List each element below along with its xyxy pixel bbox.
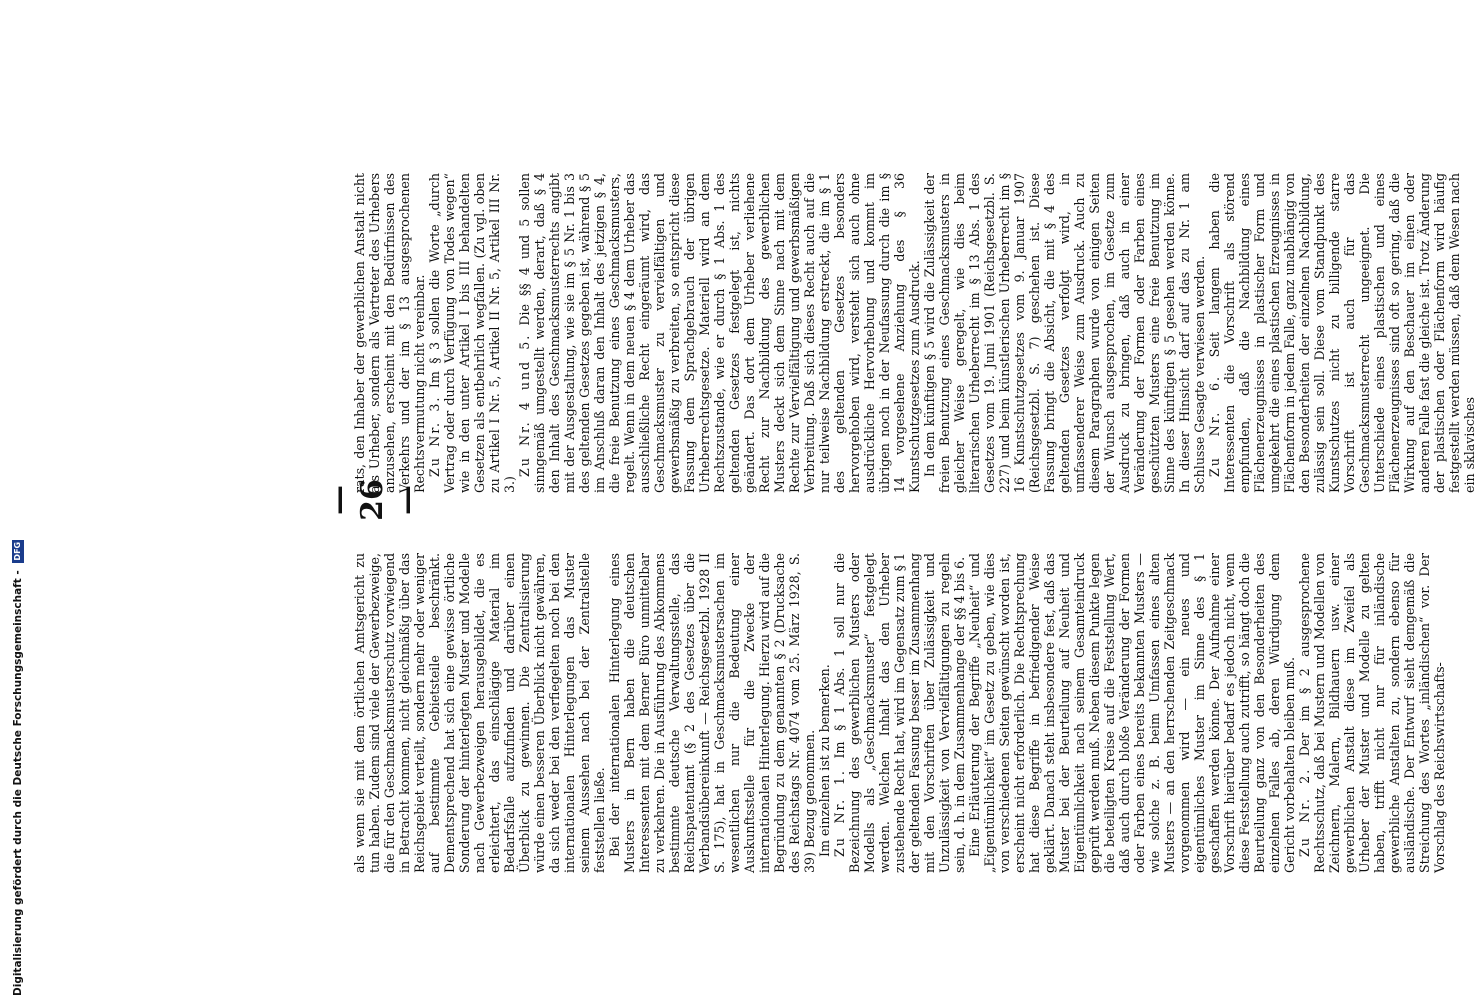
digitization-footer [10,8,26,996]
paragraph [427,173,517,493]
text-column-right [352,173,1477,493]
text-column-left [352,553,1447,873]
section-heading: Zu Nr. 4 und 5. [517,333,532,477]
section-heading: Zu Nr. 2. [1297,767,1312,857]
section-heading: Zu Nr. 6. [1207,375,1222,477]
page-number: — 26 — [321,479,424,521]
paragraph: Im einzelnen ist zu bemerken. [817,664,832,857]
paragraph: Bei der internationalen Hinterlegung eines Musters in Bern haben die deutschen Interessenten mit dem Berner Büro unmittelbar zu verkehren. Die in Ausführung des Abkommens bestimmte deutsche Verwaltungsstelle, das Reichspatentamt (§ 2 des Gesetzes über die Verbandsübereinkunft — Reichsgesetzbl. 1928 II S. 175), hat in Geschmacksmustersachen im wesentlichen nur die Bedeutung einer Auskunftsstelle für die Zwecke der internationalen Hinterlegung. Hierzu wird auf die Begründung zu dem genannten § 2 (Drucksache des Reichstags Nr. 4074 vom 25. März 1928, S. 39) Bezug genommen. [607,553,817,873]
paragraph [832,553,967,873]
paragraph: Eine Erläuterung der Begriffe „Neuheit“ und „Eigentümlichkeit“ im Gesetz zu geben, wie dies von verschiedenen Seiten gewünscht worden ist, erscheint nicht erforderlich. Die Rechtsprechung hat diese Begriffe in befriedigender Weise geklärt. Danach steht insbesondere fest, daß das Muster bei der Beurteilung auf Neuheit und Eigentümlichkeit nach seinem Gesamteindruck geprüft werden muß. Neben diesem Punkte legen die beteiligten Kreise auf die Feststellung Wert, daß auch durch bloße Veränderung der Formen oder Farben eines bereits bekannten Musters — wie solche z. B. beim Umfassen eines alten Musters — an den herrschenden Zeitgeschmack vorgenommen wird — ein neues und eigentümliches Muster im Sinne des § 1 geschaffen werden könne. Der Aufnahme einer Vorschrift hierüber bedarf es jedoch nicht, wenn diese Feststellung auch zutrifft, so hängt doch die Beurteilung ganz von den Besonderheiten des einzelnen Falles ab, deren Würdigung dem Gericht vorbehalten bleiben muß. [967,553,1297,873]
section-heading: Zu Nr. 1. [832,769,847,857]
paragraph-text: Die §§ 4 und 5 sollen sinngemäß umgestellt werden, derart, daß § 4 den Inhalt des Geschmacksmusterrechts angibt mit der Ausgestaltung, wie sie im § 5 Nr. 1 bis 3 des geltenden Gesetzes gegeben ist, während § 5 im Anschluß daran den Inhalt des jetzigen § 4, die freie Benutzung eines Geschmacksmusters, regelt. Wenn in dem neuen § 4 dem Urheber das ausschließliche Recht eingeräumt wird, das Geschmacksmuster zu vervielfältigen und gewerbsmäßig zu verbreiten, so entspricht diese Fassung dem Sprachgebrauch der übrigen Urheberrechtsgesetze. Materiell wird an dem Rechtszustande, wie er durch § 1 Abs. 1 des geltenden Gesetzes festgelegt ist, nichts geändert. Das dort dem Urheber verliehene Recht zur Nachbildung des gewerblichen Musters deckt sich dem Sinne nach mit dem Rechte zur Vervielfältigung und gewerbsmäßigen Verbreitung. Daß sich dieses Recht auch auf die nur teilweise Nachbildung erstreckt, die im § 1 des geltenden Gesetzes besonders hervorgehoben wird, versteht sich auch ohne ausdrückliche Hervorhebung und kommt im übrigen noch in der Neufassung durch die im § 14 vorgesehene Anziehung des § 36 Kunstschutzgesetzes zum Ausdruck. [517,173,922,493]
section-heading: Zu Nr. 3. [427,395,442,477]
paragraph [1207,173,1477,493]
paragraph-text: Im § 3 sollen die Worte „durch Vertrag oder durch Verfügung von Todes wegen“ wie in den unter Artikel I bis III behandelten Gesetzen als entbehrlich wegfallen. (Zu vgl. oben zu Artikel I Nr. 5, Artikel II Nr. 5, Artikel III Nr. 3.) [427,173,517,493]
paragraph [1297,553,1447,873]
dfg-logo: DFG [13,541,22,561]
paragraph-text: Im § 1 Abs. 1 soll nur die Bezeichnung des gewerblichen Musters oder Modells als „Geschmacksmuster“ festgelegt werden. Welchen Inhalt das den Urheber zustehende Recht hat, wird im Gegensatz zum § 1 der geltenden Fassung besser im Zusammenhang mit den Vorschriften über Zulässigkeit und Unzulässigkeit von Vervielfältigungen zu regeln sein, d. h. in dem Zusammenhange der §§ 4 bis 6. [832,553,967,873]
paragraph [517,173,922,493]
paragraph: rats, den Inhaber der gewerblichen Anstalt nicht als Urheber, sondern als Vertreter des Urhebers anzusehen, erscheint mit den Bedürfnissen des Verkehrs und der im § 13 ausgesprochenen Rechtsvermutung nicht vereinbar. [352,173,427,493]
paragraph-text: Der im § 2 ausgesprochene Rechtsschutz, daß bei Mustern und Modellen von Zeichnern, Malern, Bildhauern usw. einer gewerblichen Anstalt diese im Zweifel als Urheber der Muster und Modelle zu gelten haben, trifft nicht nur für inländische gewerbliche Anstalten zu, sondern ebenso für ausländische. Der Entwurf sieht demgemäß die Streichung des Wortes „inländischen“ vor. Der Vorschlag des Reichswirtschafts- [1297,553,1447,873]
paragraph-text: Seit langem haben die Interessenten die Vorschrift als störend empfunden, daß die Nachbildung eines Flächenerzeugnisses in plastischer Form und umgekehrt die eines plastischen Erzeugnisses in Flächenform in jedem Falle, ganz unabhängig von den Besonderheiten der einzelnen Nachbildung, zulässig sein soll. Diese vom Standpunkt des Kunstschutzes nicht zu billigende starre Vorschrift ist auch für das Geschmacksmusterrecht ungeeignet. Die Unterschiede eines plastischen und eines Flächenerzeugnisses sind oft so gering, daß die Wirkung auf den Beschauer im einen oder anderen Falle fast die gleiche ist. Trotz Änderung der plastischen oder Flächenform wird häufig festgestellt werden müssen, daß dem Wesen nach ein sklavisches [1207,173,1477,493]
footer-credit-text: Digitalisierung gefördert durch die Deutsche Forschungsgemeinschaft - [12,570,24,996]
paragraph: In dem künftigen § 5 wird die Zulässigkeit der freien Benutzung eines Geschmacksmusters in gleicher Weise geregelt, wie dies beim literarischen Urheberrecht im § 13 Abs. 1 des Gesetzes vom 19. Juni 1901 (Reichsgesetzbl. S. 227) und beim künstlerischen Urheberrecht im § 16 Kunstschutzgesetzes vom 9. Januar 1907 (Reichsgesetzbl. S. 7) geschehen ist. Diese Fassung bringt die Absicht, die mit § 4 des geltenden Gesetzes verfolgt wird, in umfassenderer Weise zum Ausdruck. Auch zu diesem Paragraphen wurde von einigen Seiten der Wunsch ausgesprochen, im Gesetze zum Ausdruck zu bringen, daß auch in einer Veränderung der Formen oder Farben eines geschützten Musters eine freie Benutzung im Sinne des künftigen § 5 gesehen werden könne. In dieser Hinsicht darf auf das zu Nr. 1 am Schlusse Gesagte verwiesen werden. [922,173,1207,493]
paragraph: als wenn sie mit dem örtlichen Amtsgericht zu tun haben. Zudem sind viele der Gewerbezweige, die für den Geschmacksmusterschutz vorwiegend in Betracht kommen, nicht gleichmäßig über das Reichsgebiet verteilt, sondern mehr oder weniger auf bestimmte Gebietsteile beschränkt. Dementsprechend hat sich eine gewisse örtliche Sonderung der hinterlegten Muster und Modelle nach Gewerbezweigen herausgebildet, die es erleichtert, das einschlägige Material im Bedarfsfalle aufzufinden und darüber einen Überblick zu gewinnen. Die Zentralisierung würde einen besseren Überblick nicht gewähren, da sich weder bei den verfiegelten noch bei den internationalen Hinterlegungen das Muster seinem Aussehen nach bei der Zentralstelle feststellen ließe. [352,553,607,873]
